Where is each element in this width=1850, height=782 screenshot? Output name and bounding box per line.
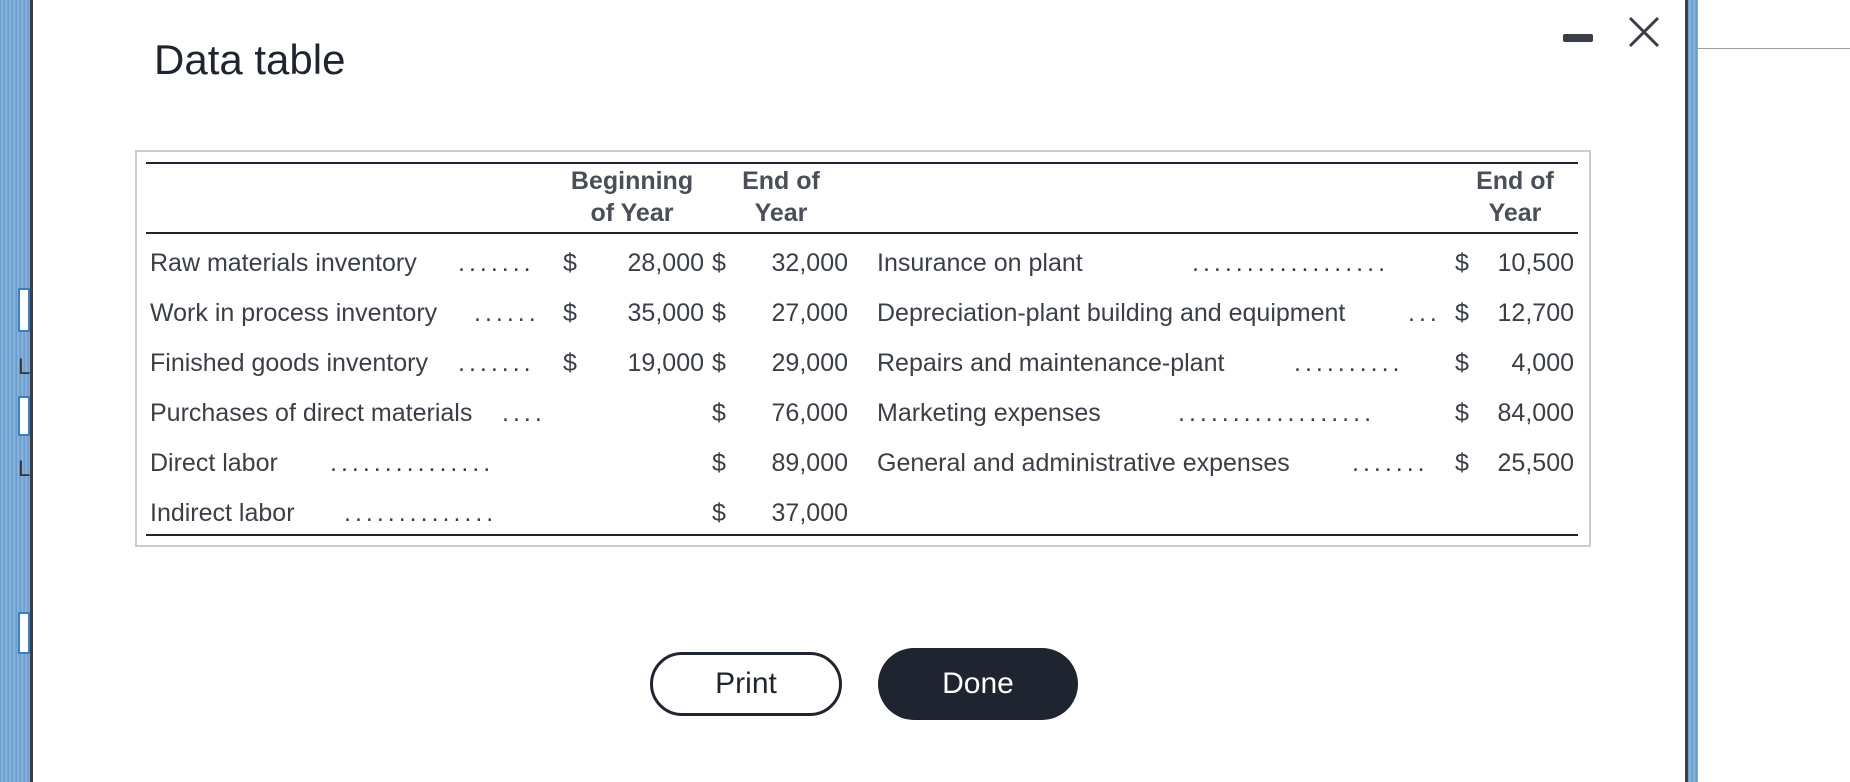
- currency-symbol: $: [712, 449, 726, 477]
- left-row-label: Finished goods inventory: [150, 349, 428, 377]
- end-value: 76,000: [771, 399, 848, 427]
- right-row-label: Depreciation-plant building and equipment: [877, 299, 1346, 327]
- leader-dots: ..........: [1294, 349, 1404, 377]
- currency-symbol: $: [563, 349, 577, 377]
- end-value: 27,000: [771, 299, 848, 327]
- leader-dots: .......: [458, 349, 535, 377]
- background-divider-right: [1698, 48, 1850, 49]
- currency-symbol: $: [1455, 299, 1469, 327]
- header-beginning-line2: of Year: [590, 199, 674, 227]
- currency-symbol: $: [563, 249, 577, 277]
- currency-symbol: $: [712, 499, 726, 527]
- minimize-icon[interactable]: [1563, 34, 1593, 42]
- currency-symbol: $: [1455, 249, 1469, 277]
- currency-symbol: $: [712, 349, 726, 377]
- currency-symbol: $: [712, 399, 726, 427]
- currency-symbol: $: [1455, 399, 1469, 427]
- header-end-line1: End of: [742, 167, 820, 195]
- end-value: 37,000: [771, 499, 848, 527]
- currency-symbol: $: [712, 299, 726, 327]
- done-button[interactable]: Done: [878, 648, 1078, 720]
- header-beginning-of-year: [560, 165, 704, 229]
- right-value: 4,000: [1511, 349, 1574, 377]
- right-value: 12,700: [1497, 299, 1574, 327]
- background-left-panel: [0, 0, 30, 782]
- close-icon[interactable]: [1624, 12, 1664, 52]
- end-value: 29,000: [771, 349, 848, 377]
- leader-dots: ..................: [1178, 399, 1376, 427]
- header-end-line2: Year: [754, 199, 808, 227]
- dialog-title: Data table: [154, 36, 346, 83]
- end-value: 89,000: [771, 449, 848, 477]
- leader-dots: ...: [1408, 299, 1441, 327]
- currency-symbol: $: [1455, 449, 1469, 477]
- header-right-end-of-year: [1460, 165, 1570, 229]
- currency-symbol: $: [712, 249, 726, 277]
- left-row-label: Indirect labor: [150, 499, 295, 527]
- leader-dots: .......: [1352, 449, 1429, 477]
- background-input-box: [18, 396, 30, 436]
- end-value: 32,000: [771, 249, 848, 277]
- right-row-label: Insurance on plant: [877, 249, 1083, 277]
- background-text: L: [18, 354, 31, 379]
- right-value: 84,000: [1497, 399, 1574, 427]
- currency-symbol: $: [563, 299, 577, 327]
- right-value: 10,500: [1497, 249, 1574, 277]
- background-input-box: [18, 288, 30, 332]
- header-right-end-line1: End of: [1476, 167, 1554, 195]
- header-beginning-line1: Beginning: [570, 167, 694, 195]
- leader-dots: ..............: [344, 499, 498, 527]
- left-row-label: Raw materials inventory: [150, 249, 417, 277]
- left-row-label: Work in process inventory: [150, 299, 438, 327]
- table-bottom-rule: [146, 534, 1578, 536]
- table-top-rule: [146, 162, 1578, 164]
- leader-dots: ..................: [1192, 249, 1390, 277]
- background-text: L: [18, 456, 31, 481]
- right-row-label: Marketing expenses: [877, 399, 1101, 427]
- leader-dots: ....: [502, 399, 546, 427]
- header-end-of-year: [726, 165, 836, 229]
- background-input-box: [18, 612, 30, 654]
- leader-dots: .......: [458, 249, 535, 277]
- left-row-label: Purchases of direct materials: [150, 399, 473, 427]
- table-header-rule: [146, 232, 1578, 234]
- leader-dots: ......: [474, 299, 540, 327]
- currency-symbol: $: [1455, 349, 1469, 377]
- right-row-label: General and administrative expenses: [877, 449, 1290, 477]
- right-row-label: Repairs and maintenance-plant: [877, 349, 1225, 377]
- header-right-end-line2: Year: [1488, 199, 1542, 227]
- beginning-value: 35,000: [627, 299, 704, 327]
- beginning-value: 28,000: [627, 249, 704, 277]
- background-right-panel: [1688, 0, 1698, 782]
- leader-dots: ...............: [330, 449, 495, 477]
- beginning-value: 19,000: [627, 349, 704, 377]
- print-button[interactable]: Print: [650, 652, 842, 716]
- left-row-label: Direct labor: [150, 449, 278, 477]
- right-value: 25,500: [1497, 449, 1574, 477]
